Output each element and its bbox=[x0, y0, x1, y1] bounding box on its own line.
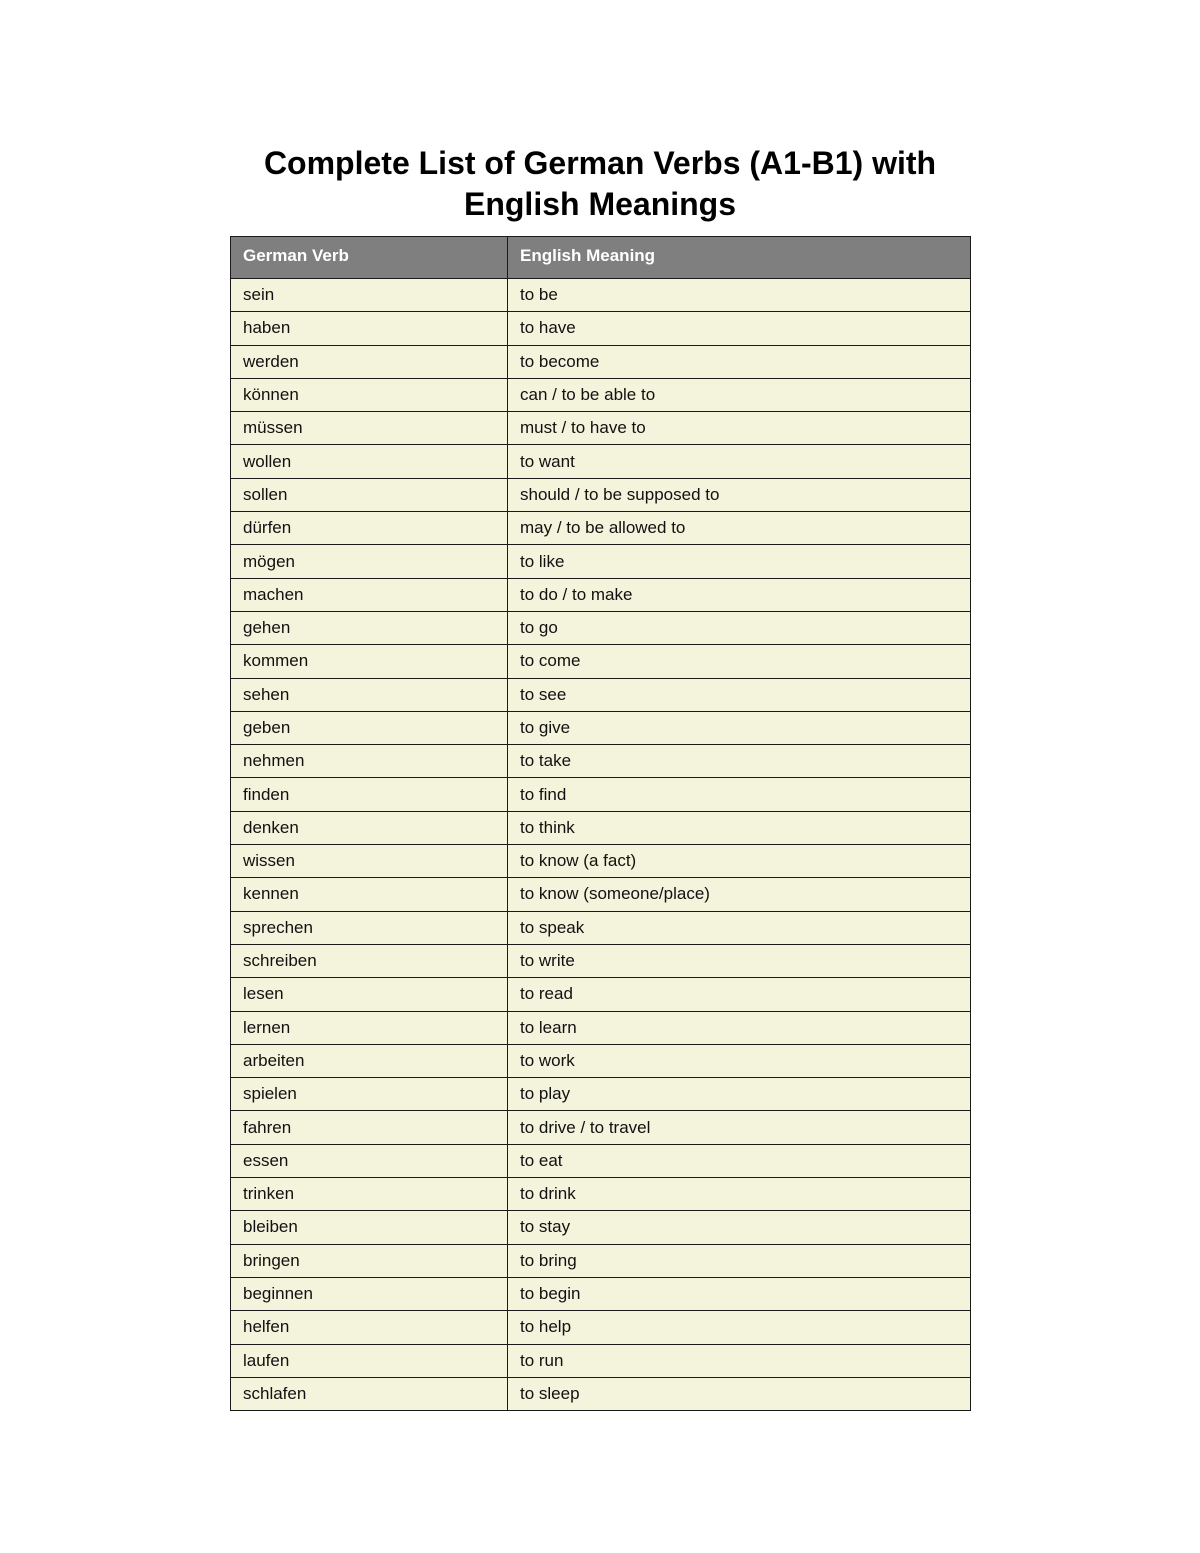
table-row bbox=[231, 578, 971, 611]
german-verb-cell: haben bbox=[231, 312, 508, 345]
english-meaning-cell: to sleep bbox=[508, 1377, 971, 1410]
german-verb-cell: geben bbox=[231, 711, 508, 744]
english-meaning-cell: to want bbox=[508, 445, 971, 478]
table-row bbox=[231, 412, 971, 445]
english-meaning-cell: to begin bbox=[508, 1277, 971, 1310]
german-verb-cell: sprechen bbox=[231, 911, 508, 944]
german-verb-cell: schreiben bbox=[231, 944, 508, 977]
table-row bbox=[231, 678, 971, 711]
table-row bbox=[231, 611, 971, 644]
english-meaning-cell: to have bbox=[508, 312, 971, 345]
english-meaning-cell: to be bbox=[508, 279, 971, 312]
table-row bbox=[231, 478, 971, 511]
table-row bbox=[231, 1178, 971, 1211]
table-row bbox=[231, 1144, 971, 1177]
table-row bbox=[231, 1244, 971, 1277]
english-meaning-cell: to speak bbox=[508, 911, 971, 944]
table-row bbox=[231, 778, 971, 811]
german-verb-cell: lernen bbox=[231, 1011, 508, 1044]
english-meaning-cell: may / to be allowed to bbox=[508, 512, 971, 545]
table-row bbox=[231, 645, 971, 678]
table-row bbox=[231, 811, 971, 844]
german-verb-cell: sollen bbox=[231, 478, 508, 511]
table-row bbox=[231, 312, 971, 345]
german-verb-cell: finden bbox=[231, 778, 508, 811]
german-verb-cell: bleiben bbox=[231, 1211, 508, 1244]
english-meaning-cell: to play bbox=[508, 1078, 971, 1111]
german-verb-cell: mögen bbox=[231, 545, 508, 578]
english-meaning-cell: to write bbox=[508, 944, 971, 977]
table-row bbox=[231, 1277, 971, 1310]
table-row bbox=[231, 378, 971, 411]
table-row bbox=[231, 1211, 971, 1244]
english-meaning-cell: to find bbox=[508, 778, 971, 811]
german-verb-cell: machen bbox=[231, 578, 508, 611]
german-verb-cell: essen bbox=[231, 1144, 508, 1177]
english-meaning-cell: to like bbox=[508, 545, 971, 578]
german-verb-cell: wollen bbox=[231, 445, 508, 478]
english-meaning-cell: to learn bbox=[508, 1011, 971, 1044]
german-verb-cell: spielen bbox=[231, 1078, 508, 1111]
english-meaning-cell: to run bbox=[508, 1344, 971, 1377]
german-verb-cell: können bbox=[231, 378, 508, 411]
table-row bbox=[231, 1011, 971, 1044]
german-verb-cell: helfen bbox=[231, 1311, 508, 1344]
column-header-english-meaning: English Meaning bbox=[508, 237, 971, 279]
german-verb-cell: kommen bbox=[231, 645, 508, 678]
german-verb-cell: fahren bbox=[231, 1111, 508, 1144]
english-meaning-cell: to know (a fact) bbox=[508, 845, 971, 878]
english-meaning-cell: to think bbox=[508, 811, 971, 844]
table-row bbox=[231, 279, 971, 312]
english-meaning-cell: to know (someone/place) bbox=[508, 878, 971, 911]
german-verb-cell: werden bbox=[231, 345, 508, 378]
german-verb-cell: müssen bbox=[231, 412, 508, 445]
table-row bbox=[231, 1344, 971, 1377]
english-meaning-cell: should / to be supposed to bbox=[508, 478, 971, 511]
english-meaning-cell: to give bbox=[508, 711, 971, 744]
english-meaning-cell: to drink bbox=[508, 1178, 971, 1211]
english-meaning-cell: to come bbox=[508, 645, 971, 678]
english-meaning-cell: to eat bbox=[508, 1144, 971, 1177]
german-verb-cell: trinken bbox=[231, 1178, 508, 1211]
german-verb-cell: kennen bbox=[231, 878, 508, 911]
german-verb-cell: sehen bbox=[231, 678, 508, 711]
column-header-german-verb: German Verb bbox=[231, 237, 508, 279]
table-header-row bbox=[231, 237, 971, 279]
german-verb-cell: wissen bbox=[231, 845, 508, 878]
table-row bbox=[231, 345, 971, 378]
table-row bbox=[231, 1377, 971, 1410]
table-row bbox=[231, 745, 971, 778]
english-meaning-cell: to work bbox=[508, 1044, 971, 1077]
table-row bbox=[231, 1111, 971, 1144]
english-meaning-cell: to go bbox=[508, 611, 971, 644]
german-verb-cell: laufen bbox=[231, 1344, 508, 1377]
german-verb-cell: schlafen bbox=[231, 1377, 508, 1410]
table-row bbox=[231, 1311, 971, 1344]
german-verb-cell: arbeiten bbox=[231, 1044, 508, 1077]
table-row bbox=[231, 911, 971, 944]
english-meaning-cell: to become bbox=[508, 345, 971, 378]
table-row bbox=[231, 512, 971, 545]
german-verb-cell: denken bbox=[231, 811, 508, 844]
table-row bbox=[231, 545, 971, 578]
english-meaning-cell: to help bbox=[508, 1311, 971, 1344]
english-meaning-cell: to see bbox=[508, 678, 971, 711]
german-verb-cell: beginnen bbox=[231, 1277, 508, 1310]
english-meaning-cell: to read bbox=[508, 978, 971, 1011]
verb-table bbox=[230, 236, 971, 1411]
german-verb-cell: bringen bbox=[231, 1244, 508, 1277]
table-row bbox=[231, 1078, 971, 1111]
english-meaning-cell: to drive / to travel bbox=[508, 1111, 971, 1144]
table-row bbox=[231, 978, 971, 1011]
german-verb-cell: lesen bbox=[231, 978, 508, 1011]
table-row bbox=[231, 944, 971, 977]
english-meaning-cell: must / to have to bbox=[508, 412, 971, 445]
table-row bbox=[231, 878, 971, 911]
german-verb-cell: gehen bbox=[231, 611, 508, 644]
table-row bbox=[231, 845, 971, 878]
table-row bbox=[231, 711, 971, 744]
german-verb-cell: dürfen bbox=[231, 512, 508, 545]
english-meaning-cell: to stay bbox=[508, 1211, 971, 1244]
table-row bbox=[231, 1044, 971, 1077]
english-meaning-cell: to bring bbox=[508, 1244, 971, 1277]
english-meaning-cell: can / to be able to bbox=[508, 378, 971, 411]
german-verb-cell: nehmen bbox=[231, 745, 508, 778]
table-row bbox=[231, 445, 971, 478]
table-body bbox=[231, 279, 971, 1411]
english-meaning-cell: to do / to make bbox=[508, 578, 971, 611]
english-meaning-cell: to take bbox=[508, 745, 971, 778]
page-title: Complete List of German Verbs (A1-B1) with English Meanings bbox=[263, 145, 937, 222]
german-verb-cell: sein bbox=[231, 279, 508, 312]
